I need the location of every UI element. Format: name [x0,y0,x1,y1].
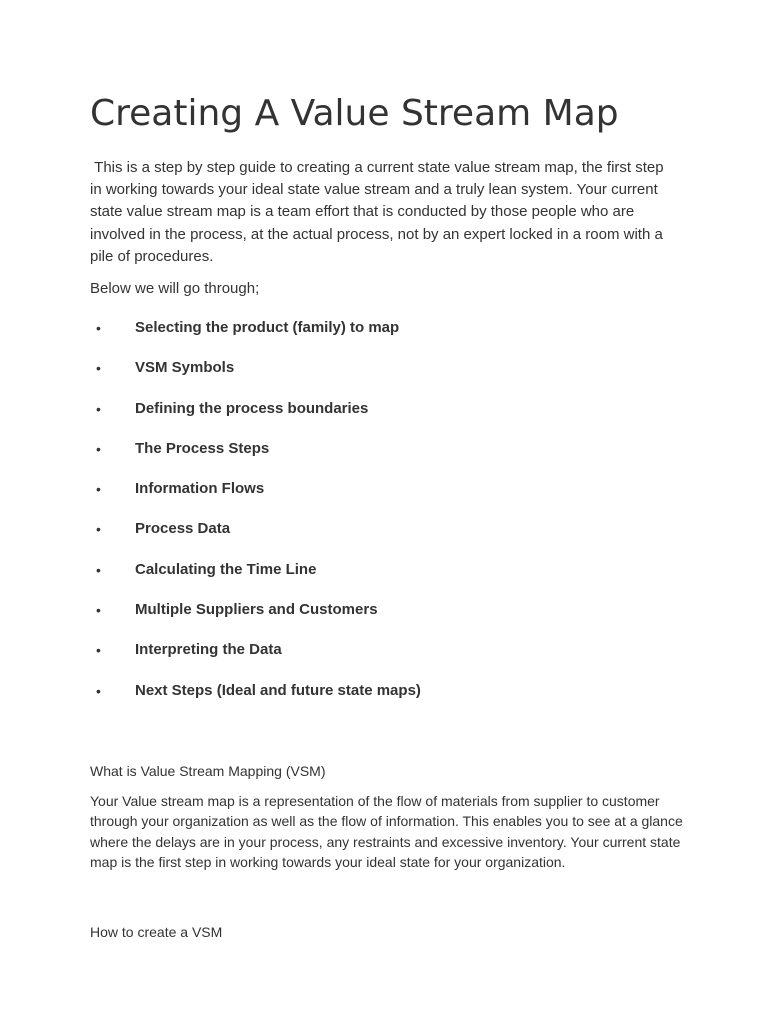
bullet-icon: • [96,320,101,336]
bullet-icon: • [96,440,101,457]
list-item-label: Calculating the Time Line [135,560,317,578]
list-item-label: Next Steps (Ideal and future state maps) [135,681,421,699]
bullet-icon: • [96,602,101,619]
bullet-icon: • [96,521,101,538]
intro-paragraph [90,157,680,268]
bullet-icon: • [96,481,101,498]
list-item-label: Interpreting the Data [135,641,282,659]
list-item-label: Selecting the product (family) to map [135,319,400,336]
bullet-icon: • [96,561,101,578]
page-title: Creating A Value Stream Map [90,93,619,134]
vsm-description-paragraph [90,791,690,872]
section-heading-what-is-vsm: What is Value Stream Mapping (VSM) [90,763,326,779]
list-item-label: Process Data [135,520,231,538]
list-item-label: Defining the process boundaries [135,399,369,417]
bullet-icon: • [96,682,101,699]
paragraph-line: where the delays are in your process, any restraints and excessive inventory. Your current state [90,833,681,850]
intro-line: pile of procedures. [90,247,214,265]
section-heading-how-to-create: How to create a VSM [90,924,223,940]
intro-line: state value stream map is a team effort that is conducted by those people who are [90,203,635,221]
bullet-icon: • [96,360,101,377]
paragraph-line: map is the first step in working towards your ideal state for your organization. [90,853,566,870]
bullet-icon: • [96,400,101,417]
intro-line: in working towards your ideal state value stream and a truly lean system. Your current [90,181,658,199]
intro-line: This is a step by step guide to creating a current state value stream map, the first step [90,159,664,176]
intro-line: involved in the process, at the actual process, not by an expert locked in a room with a [90,225,663,243]
list-item-label: The Process Steps [135,439,270,457]
list-intro: Below we will go through; [90,280,260,297]
paragraph-line: through your organization as well as the flow of information. This enables you to see at a glance [90,813,683,830]
list-item-label: VSM Symbols [135,359,235,377]
bullet-icon: • [96,642,101,659]
list-item-label: Multiple Suppliers and Customers [135,601,378,619]
list-item-label: Information Flows [135,480,265,498]
paragraph-line: Your Value stream map is a representation of the flow of materials from supplier to customer [90,793,660,809]
